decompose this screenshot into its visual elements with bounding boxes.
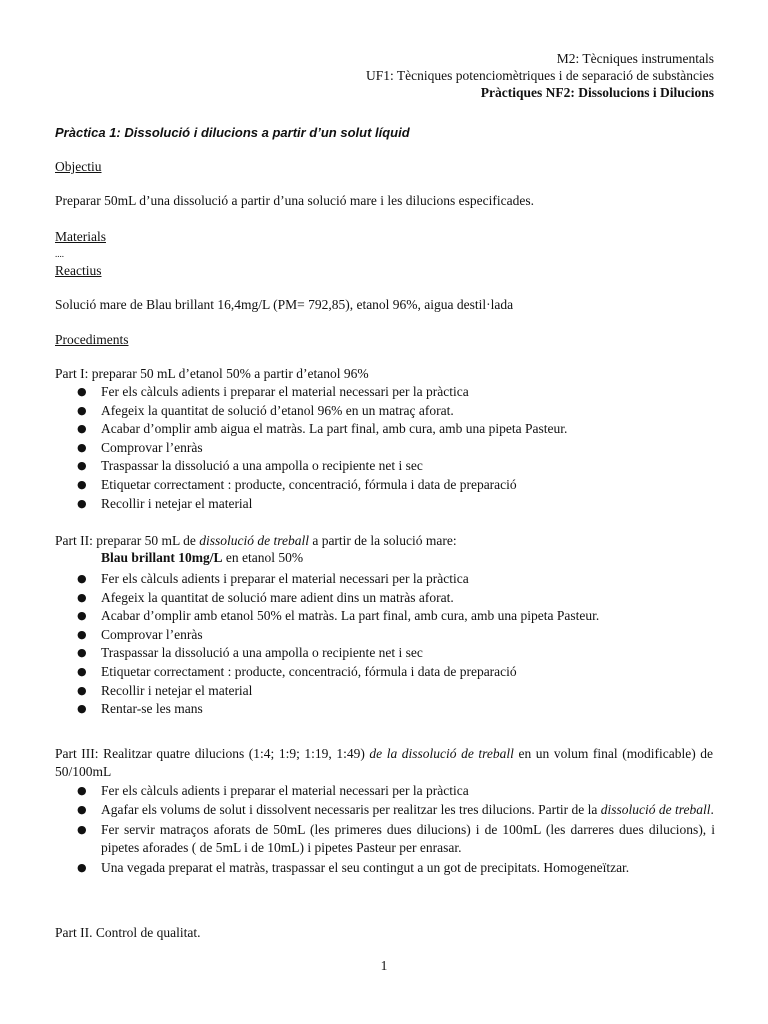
list-item: ● Traspassar la dissolució a una ampolla o recipiente net i sec [55,457,715,476]
list-item: ● Fer servir matraços aforats de 50mL (les primeres dues dilucions) i de 100mL (les darreres dues dilucions), i pipetes aforades ( de 5mL i de 10mL) i pipetes Pasteur per enrasar. [55,821,715,857]
materials-heading: Materials [55,229,106,244]
materials-text: .... [55,249,64,259]
list-item: ● Comprovar l’enràs [55,626,715,645]
part3-item2-pre: Agafar els volums de solut i dissolvent necessaris per realitzar les tres dilucions. Partir de la [101,801,601,817]
list-item: ● Una vegada preparat el matràs, traspassar el seu contingut a un got de precipitats. Homogeneïtzar. [55,859,715,878]
part-control-heading: Part II. Control de qualitat. [55,925,201,940]
part3-intro-italic: de la dissolució de treball [369,746,514,761]
part1-intro: Part I: preparar 50 mL d’etanol 50% a partir d’etanol 96% [55,366,369,381]
part3-intro-pre: Part III: Realitzar quatre dilucions (1:4; 1:9; 1:19, 1:49) [55,746,370,761]
list-item: ● Comprovar l’enràs [55,439,715,458]
part2-intro-pre: Part II: preparar 50 mL de [55,533,200,548]
objectiu-text: Preparar 50mL d’una dissolució a partir d’una solució mare i les dilucions especificades. [55,193,534,208]
header-module: M2: Tècniques instrumentals [556,51,714,66]
reactius-text: Solució mare de Blau brillant 16,4mg/L (PM= 792,85), etanol 96%, aigua destil·lada [55,297,514,312]
header-practice-title: Pràctiques NF2: Dissolucions i Dilucions [480,85,714,100]
part2-subtitle [101,550,303,566]
list-item: ● Fer els càlculs adients i preparar el material necessari per la pràctica [55,782,715,801]
list-item: ● Rentar-se les mans [55,700,715,719]
part3-item2-italic: dissolució de treball [600,801,711,817]
list-item [55,801,715,819]
objectiu-heading: Objectiu [55,159,102,174]
part2-sub-bold: Blau brillant 10mg/L [101,550,223,565]
list-item: ● Recollir i netejar el material [55,495,715,514]
list-item: ● Acabar d’omplir amb aigua el matràs. La part final, amb cura, amb una pipeta Pasteur. [55,420,715,439]
part1-list [55,383,715,513]
list-item: ● Etiquetar correctament : producte, concentració, fórmula i data de preparació [55,663,715,682]
list-item: ● Acabar d’omplir amb etanol 50% el matràs. La part final, amb cura, amb una pipeta Pasteur. [55,607,715,626]
page-number: 1 [380,958,388,973]
list-item: ● Fer els càlculs adients i preparar el material necessari per la pràctica [55,383,715,402]
part2-intro [55,533,457,549]
list-item: ● Etiquetar correctament : producte, concentració, fórmula i data de preparació [55,476,715,495]
procediments-heading: Procediments [55,332,129,347]
list-item: ● Fer els càlculs adients i preparar el material necessari per la pràctica [55,570,715,589]
part2-list [55,570,715,719]
list-item: ● Afegeix la quantitat de solució mare adient dins un matràs aforat. [55,589,715,608]
part2-sub-rest: en etanol 50% [222,550,304,565]
list-item: ● Afegeix la quantitat de solució d’etanol 96% en un matraç aforat. [55,402,715,421]
reactius-heading: Reactius [55,263,102,278]
header-unit: UF1: Tècniques potenciomètriques i de separació de substàncies [365,68,714,83]
part3-intro-post: en un volum final (modificable) de 50/100mL [55,746,713,779]
part2-intro-post: a partir de la solució mare: [308,533,457,548]
practica-title: Pràctica 1: Dissolució i dilucions a partir d’un solut líquid [55,125,410,140]
list-item: ● Traspassar la dissolució a una ampolla o recipiente net i sec [55,644,715,663]
part3-intro [55,745,713,781]
part3-item2-post: . [710,801,714,817]
list-item: ● Recollir i netejar el material [55,682,715,701]
part2-intro-italic: dissolució de treball [199,533,309,548]
part3-list [55,782,715,877]
